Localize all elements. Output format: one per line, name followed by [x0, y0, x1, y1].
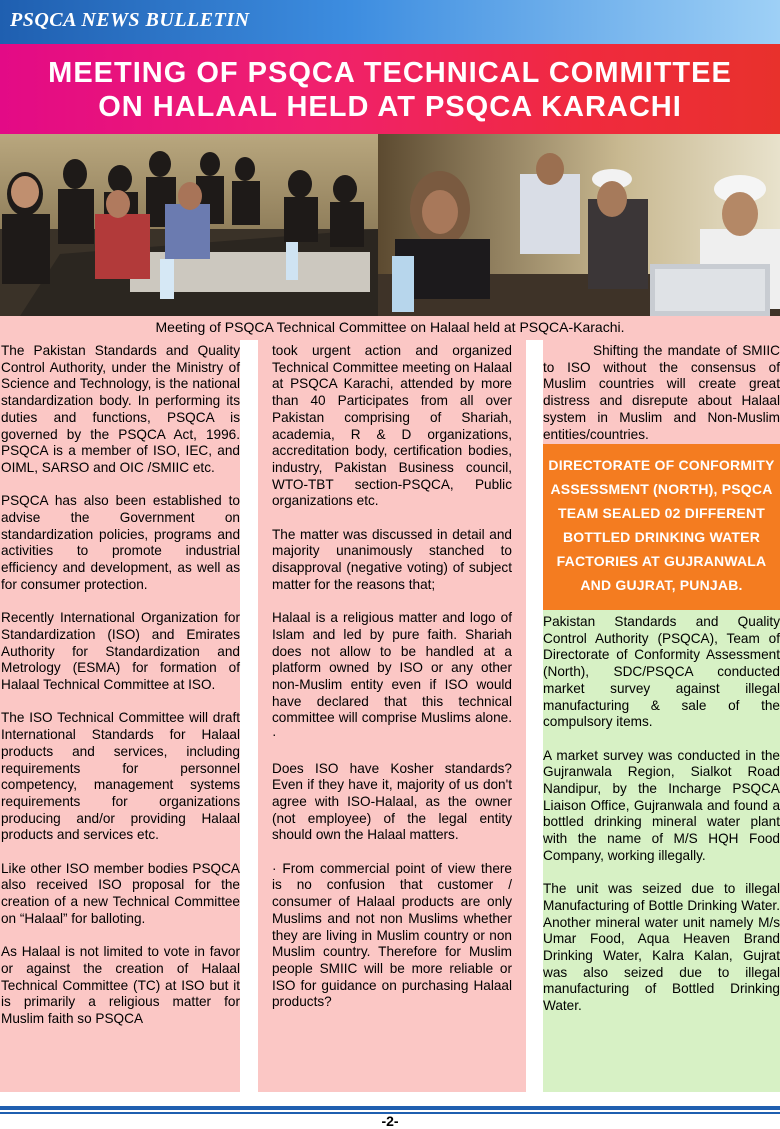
paragraph: Like other ISO member bodies PSQCA also received ISO proposal for the creation of a new Technical Committee on “Halaal” for balloting. — [1, 860, 240, 926]
bulletin-header — [0, 0, 780, 44]
paragraph: The unit was seized due to illegal Manufacturing of Bottle Drinking Water. Another mineral water unit namely M/s Umar Food, Aqua Heaven Brand Drinking Water, Kalra Kalan, Gujrat was also seized due to illegal manufacturing of Bottled Drinking Water. — [543, 881, 780, 1014]
directorate-article — [543, 610, 780, 1092]
article-column-3 — [543, 340, 780, 444]
paragraph: Recently International Organization for Standardization (ISO) and Emirates Authority for Standardization and Metrology (ESMA) for formation of Halaal Technical Committee at ISO. — [1, 610, 240, 693]
headline-line: AND GUJRAT, PUNJAB. — [580, 577, 743, 593]
page-number: -2- — [381, 1113, 399, 1129]
article-column-2 — [258, 340, 526, 1092]
paragraph: The ISO Technical Committee will draft International Standards for Halaal products and services, including requirements for personnel competency, management systems requirements for organizations producing and/or providing Halaal products and services etc. — [1, 710, 240, 843]
headline-line-1: MEETING OF PSQCA TECHNICAL COMMITTEE — [48, 57, 732, 89]
paragraph: · From commercial point of view there is no confusion that customer / consumer of Halaal products are only Muslims and not non Muslims whether they are living in Muslim country or non Muslim country. Therefore for Muslim people SMIIC will be more reliable or ISO for guidance on purchasing Halaal products? — [272, 860, 512, 1010]
paragraph: Does ISO have Kosher standards? Even if they have it, majority of us don't agree with ISO-Halaal, as the owner (not employee) of the legal entity should own the Halaal matters. — [272, 760, 512, 843]
bulletin-name: PSQCA NEWS BULLETIN — [10, 9, 250, 31]
paragraph: A market survey was conducted in the Gujranwala Region, Sialkot Road Nandipur, by the Incharge PSQCA Liaison Office, Gujranwala and found a bottled drinking mineral water plant with the name of M/S HQH Food Company, working illegally. — [543, 747, 780, 863]
paragraph: The matter was discussed in detail and majority unanimously stanched to disapproval (negative voting) of subject matter for the reasons that; — [272, 526, 512, 592]
headline-line-2: ON HALAAL HELD AT PSQCA KARACHI — [98, 91, 682, 123]
headline-line: DIRECTORATE OF CONFORMITY — [548, 457, 775, 473]
article-column-1 — [0, 340, 240, 1092]
paragraph: took urgent action and organized Technical Committee meeting on Halaal at PSQCA Karachi, attended by more than 40 Participates from all over Pakistan comprising of Shariah, academia, R & D organizations, accreditation body, certification bodies, industry, Pakistan Business council, WTO-TBT section-PSQCA, Public organizations etc. — [272, 343, 512, 509]
paragraph: Shifting the mandate of SMIIC to ISO without the consensus of Muslim countries will create great distress and disrepute about Halaal system in Muslim and Non-Muslim entities/countries. — [543, 343, 780, 442]
paragraph: The Pakistan Standards and Quality Control Authority, under the Ministry of Science and Technology, is the national standardization body. In performing its duties and functions, PSQCA is governed by the PSQCA Act, 1996. PSQCA is a member of ISO, IEC, and OIML, SARSO and OIC /SMIIC etc. — [1, 343, 240, 475]
headline-line: BOTTLED DRINKING WATER — [562, 529, 761, 545]
directorate-headline — [543, 444, 780, 610]
headline-banner — [0, 44, 780, 134]
paragraph: Halaal is a religious matter and logo of Islam and led by pure faith. Shariah does not allow to be handled at a platform owned by ISO or any other non-Muslim entity even if ISO would have declared that this technical committee will comprise Muslims alone. · — [272, 610, 512, 743]
meeting-photo — [0, 134, 780, 316]
headline-line: TEAM SEALED 02 DIFFERENT — [557, 505, 766, 521]
headline-line: ASSESSMENT (NORTH), PSQCA — [550, 481, 773, 497]
photo-caption: Meeting of PSQCA Technical Committee on Halaal held at PSQCA-Karachi. — [0, 316, 780, 340]
footer-rule — [0, 1106, 780, 1110]
paragraph: PSQCA has also been established to advise the Government on standardization policies, programs and activities to promote industrial efficiency and development, as well as for consumer protection. — [1, 493, 240, 592]
paragraph: Pakistan Standards and Quality Control Authority (PSQCA), Team of Directorate of Conformity Assessment (North), SDC/PSQCA conducted market survey against illegal manufacturing & sale of the compulsory items. — [543, 614, 780, 730]
paragraph: As Halaal is not limited to vote in favor or against the creation of Halaal Technical Committee (TC) at ISO but it is primarily a religious matter for Muslim faith so PSQCA — [1, 944, 240, 1027]
headline-line: FACTORIES AT GUJRANWALA — [556, 553, 767, 569]
